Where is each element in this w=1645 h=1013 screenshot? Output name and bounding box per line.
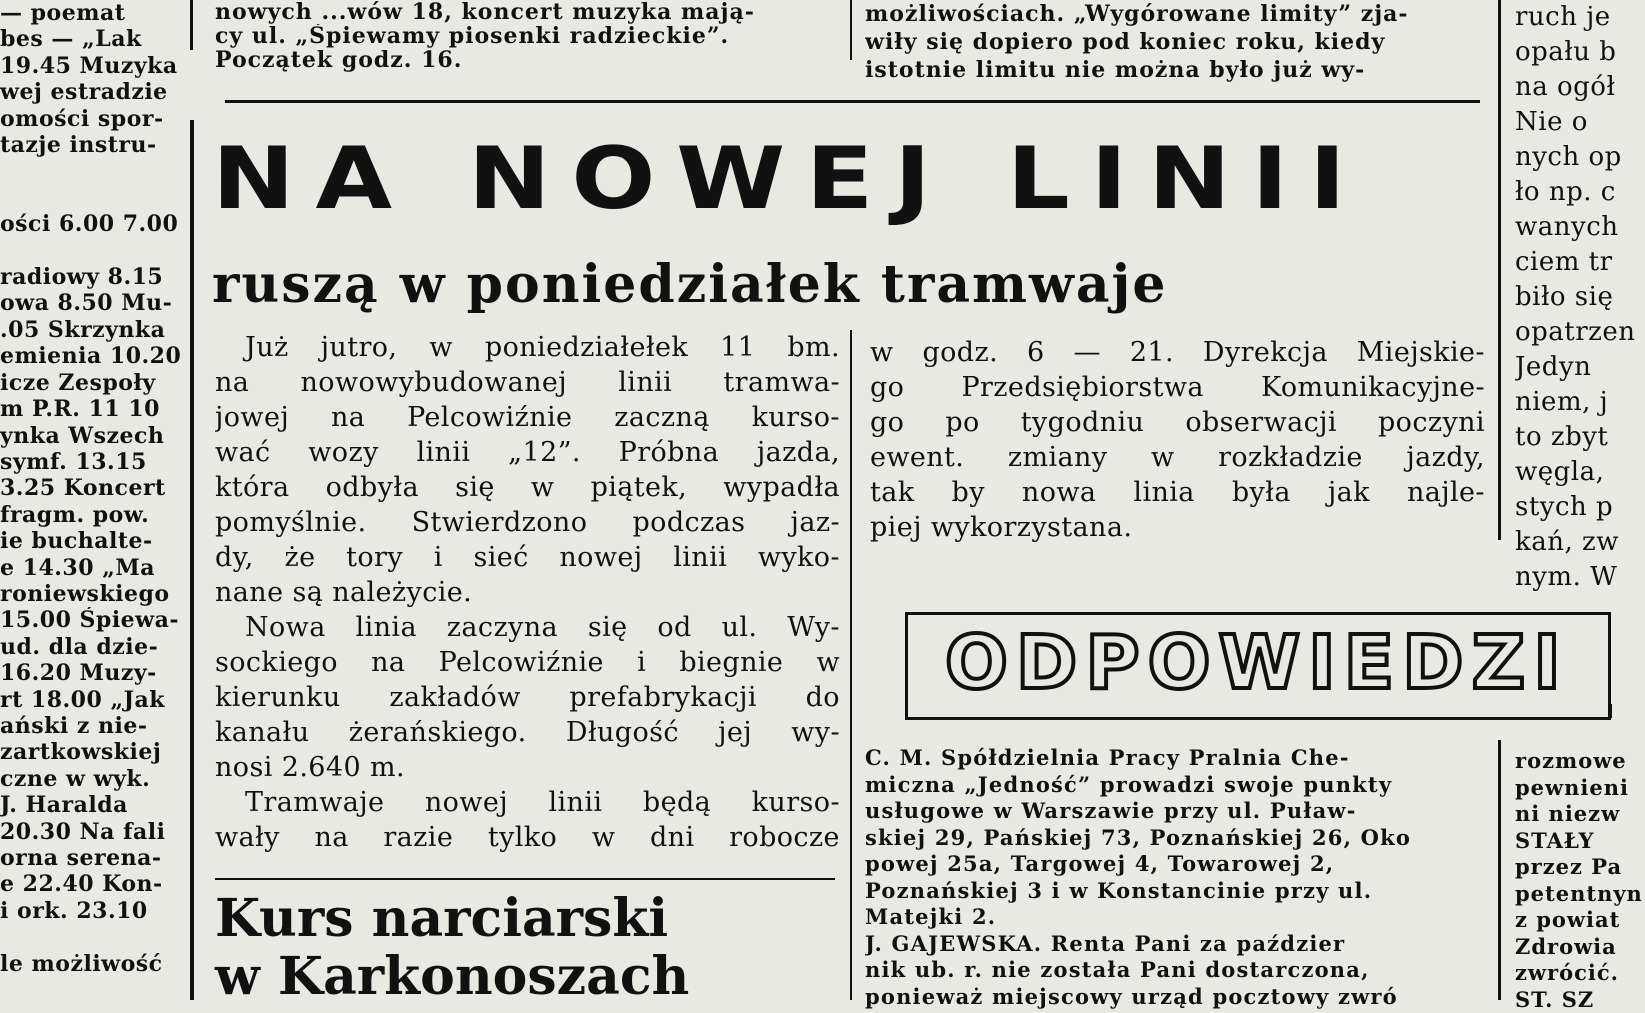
- right-column-line: zwrócić.: [1515, 960, 1645, 987]
- left-column-line: [0, 924, 185, 950]
- right-column-line: opału b: [1515, 35, 1645, 70]
- top-fragment-line: nowych ...wów 18, koncert muzyka mają-: [215, 0, 815, 24]
- column-rule-left: [190, 120, 194, 1000]
- left-column-line: J. Haralda: [0, 792, 185, 818]
- headline-top-rule: [225, 100, 1480, 103]
- article-line: nane są należycie.: [215, 575, 840, 610]
- right-column-line: petentnyn: [1515, 881, 1645, 908]
- left-column-line: 16.20 Muzy-: [0, 660, 185, 686]
- article-line: kierunku zakładów prefabrykacji do: [215, 680, 840, 715]
- article-line: wać wozy linii „12”. Próbna jazda,: [215, 435, 840, 470]
- right-column-line: stych p: [1515, 490, 1645, 525]
- top-fragment-middle: [215, 0, 815, 72]
- article-line: piej wykorzystana.: [870, 510, 1485, 545]
- column-rule-right: [1498, 0, 1501, 540]
- right-column-line: nym. W: [1515, 560, 1645, 595]
- right-column-text: [1515, 0, 1645, 595]
- column-rule-top-middle: [850, 0, 852, 60]
- left-column-line: orna serena-: [0, 845, 185, 871]
- left-column-line: — poemat: [0, 0, 185, 26]
- answer-line: C. M. Spółdzielnia Pracy Pralnia Che-: [865, 745, 1485, 772]
- right-column-line: Jedyn: [1515, 350, 1645, 385]
- article-line: na nowowybudowanej linii tramwa-: [215, 365, 840, 400]
- left-column-line: emienia 10.20: [0, 343, 185, 369]
- left-column-line: 3.25 Koncert: [0, 475, 185, 501]
- left-column-line: tazje instru-: [0, 132, 185, 158]
- right-column-line: ST. SZ: [1515, 987, 1645, 1013]
- right-column-line: nych op: [1515, 140, 1645, 175]
- article-bottom-rule: [215, 878, 835, 880]
- left-column-line: i ork. 23.10: [0, 898, 185, 924]
- left-column-line: [0, 185, 185, 211]
- left-column-line: fragm. pow.: [0, 502, 185, 528]
- right-column-line: STAŁY: [1515, 828, 1645, 855]
- left-column-line: e 22.40 Kon-: [0, 871, 185, 897]
- left-column-line: symf. 13.15: [0, 449, 185, 475]
- left-column-line: 20.30 Na fali: [0, 819, 185, 845]
- left-column-line: wej estradzie: [0, 79, 185, 105]
- answer-line: miczna „Jedność” prowadzi swoje punkty: [865, 772, 1485, 799]
- right-column-line: z powiat: [1515, 907, 1645, 934]
- left-column-line: ości 6.00 7.00: [0, 211, 185, 237]
- odpowiedzi-title: ODPOWIEDZI: [945, 618, 1569, 708]
- left-column-line: ynka Wszech: [0, 423, 185, 449]
- answer-line: skiej 29, Pańskiej 73, Poznańskiej 26, Oko: [865, 825, 1485, 852]
- article-line: go po tygodniu obserwacji poczyni: [870, 405, 1485, 440]
- headline: NA NOWEJ LINII: [212, 133, 1592, 225]
- second-headline: [215, 890, 835, 1006]
- left-column-line: radiowy 8.15: [0, 264, 185, 290]
- second-headline-line-2: w Karkonoszach: [215, 948, 835, 1006]
- right-column-line: niem, j: [1515, 385, 1645, 420]
- article-line: kanału żerańskiego. Długość jej wy-: [215, 715, 840, 750]
- right-column-line: ruch je: [1515, 0, 1645, 35]
- left-column-line: ie buchalte-: [0, 528, 185, 554]
- left-column-line: [0, 238, 185, 264]
- left-column-line: roniewskiego: [0, 581, 185, 607]
- top-fragment-line: istotnie limitu nie można było już wy-: [865, 56, 1485, 84]
- top-fragment-line: możliwościach. „Wygórowane limity” zja-: [865, 0, 1485, 28]
- answer-line: usługowe w Warszawie przy ul. Puław-: [865, 798, 1485, 825]
- answers-column: [865, 745, 1485, 1010]
- right-column-line: na ogół: [1515, 70, 1645, 105]
- left-column-line: .05 Skrzynka: [0, 317, 185, 343]
- article-line: ewent. zmiany w rozkładzie jazdy,: [870, 440, 1485, 475]
- answer-line: ponieważ miejscowy urząd pocztowy zwró: [865, 984, 1485, 1011]
- top-fragment-line: Początek godz. 16.: [215, 48, 815, 72]
- article-line: go Przedsiębiorstwa Komunikacyjne-: [870, 370, 1485, 405]
- article-line: dy, że tory i sieć nowej linii wyko-: [215, 540, 840, 575]
- top-fragment-right: [865, 0, 1485, 84]
- left-column-line: czne w wyk.: [0, 766, 185, 792]
- article-line: nosi 2.640 m.: [215, 750, 840, 785]
- column-rule-right-lower: [1498, 740, 1501, 1000]
- left-column-line: icze Zespoły: [0, 370, 185, 396]
- article-line: tak by nowa linia była jak najle-: [870, 475, 1485, 510]
- answer-line: nik ub. r. nie została Pani dostarczona,: [865, 957, 1485, 984]
- left-column-line: le możliwość: [0, 951, 185, 977]
- column-rule-middle: [850, 330, 852, 1000]
- right-column-line: ło np. c: [1515, 175, 1645, 210]
- article-column-right: [870, 335, 1485, 545]
- right-column-line: to zbyt: [1515, 420, 1645, 455]
- top-fragment-line: cy ul. „Śpiewamy piosenki radzieckie”.: [215, 24, 815, 48]
- article-line: Nowa linia zaczyna się od ul. Wy-: [215, 610, 840, 645]
- left-column-line: omości spor-: [0, 106, 185, 132]
- right-column-line: ni niezw: [1515, 801, 1645, 828]
- right-column-line: ciem tr: [1515, 245, 1645, 280]
- left-column-line: 19.45 Muzyka: [0, 53, 185, 79]
- right-column-line: węgla,: [1515, 455, 1645, 490]
- article-line: pomyślnie. Stwierdzono podczas jaz-: [215, 505, 840, 540]
- right-column-line: wanych: [1515, 210, 1645, 245]
- article-line: Tramwaje nowej linii będą kurso-: [215, 785, 840, 820]
- top-fragment-line: wiły się dopiero pod koniec roku, kiedy: [865, 28, 1485, 56]
- right-column-line: rozmowe: [1515, 748, 1645, 775]
- right-column-line: biło się: [1515, 280, 1645, 315]
- left-column-line: bes — „Lak: [0, 26, 185, 52]
- article-column-left: [215, 330, 840, 855]
- article-line: w godz. 6 — 21. Dyrekcja Miejskie-: [870, 335, 1485, 370]
- right-column-line: pewnieni: [1515, 775, 1645, 802]
- second-headline-line-1: Kurs narciarski: [215, 890, 835, 948]
- article-line: Już jutro, w poniedziałełek 11 bm.: [215, 330, 840, 365]
- left-column-line: [0, 158, 185, 184]
- left-column-line: m P.R. 11 10: [0, 396, 185, 422]
- left-column-line: ud. dla dzie-: [0, 634, 185, 660]
- right-column-line: kań, zw: [1515, 525, 1645, 560]
- right-column-line: Zdrowia: [1515, 934, 1645, 961]
- right-column-line: Nie o: [1515, 105, 1645, 140]
- right-column-line: opatrzen: [1515, 315, 1645, 350]
- article-line: która odbyła się w piątek, wypadła: [215, 470, 840, 505]
- left-column-line: ański z nie-: [0, 713, 185, 739]
- column-rule-left-top: [190, 0, 193, 50]
- right-column-line: przez Pa: [1515, 854, 1645, 881]
- left-column-text: [0, 0, 185, 1000]
- subheadline: ruszą w poniedziałek tramwaje: [212, 255, 1212, 315]
- right-column-bottom-text: [1515, 748, 1645, 1013]
- left-column-line: zartkowskiej: [0, 739, 185, 765]
- left-column-line: owa 8.50 Mu-: [0, 290, 185, 316]
- article-line: sockiego na Pelcowiźnie i biegnie w: [215, 645, 840, 680]
- answer-line: J. GAJEWSKA. Renta Pani za paździer: [865, 931, 1485, 958]
- answer-line: Poznańskiej 3 i w Konstancinie przy ul.: [865, 878, 1485, 905]
- answer-line: powej 25a, Targowej 4, Towarowej 2,: [865, 851, 1485, 878]
- left-column-line: e 14.30 „Ma: [0, 555, 185, 581]
- article-line: jowej na Pelcowiźnie zaczną kurso-: [215, 400, 840, 435]
- left-column-line: 15.00 Śpiewa-: [0, 607, 185, 633]
- left-column-line: rt 18.00 „Jak: [0, 687, 185, 713]
- article-line: wały na razie tylko w dni robocze: [215, 820, 840, 855]
- answer-line: Matejki 2.: [865, 904, 1485, 931]
